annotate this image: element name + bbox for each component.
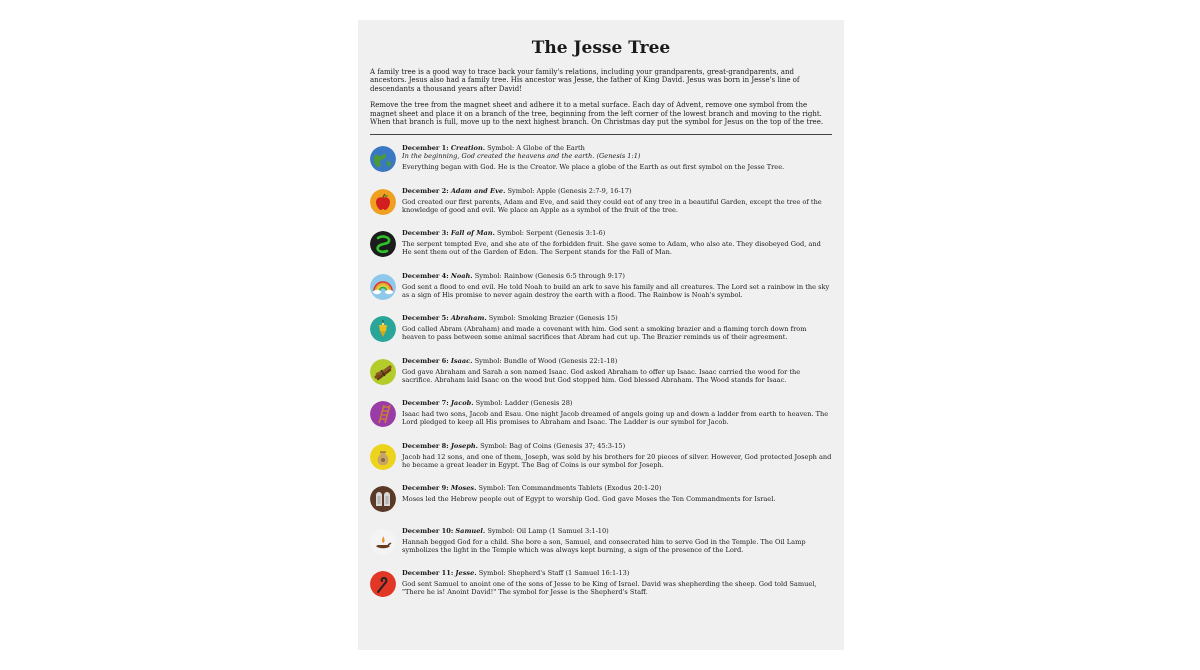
entry-name: Creation. — [450, 144, 486, 153]
intro-paragraph-2: Remove the tree from the magnet sheet and adhere it to a metal surface. Each day of Advent, remove one symbol from the magnet sheet and place it on a branch of the tree, beginning from the left corner of the lowest branch and moving to the right. When that branch is full, move up to the next highest branch. On Christmas day put the symbol for Jesus on the top of the tree. — [370, 101, 824, 127]
entry-december-11 — [370, 570, 832, 613]
entry-body — [402, 400, 832, 426]
entry-name: Joseph. — [450, 441, 478, 450]
entry-date: December 8: — [402, 441, 449, 450]
entry-december-1 — [370, 145, 832, 188]
entry-body — [402, 528, 832, 554]
entry-december-2 — [370, 188, 832, 231]
entry-december-4 — [370, 273, 832, 316]
entry-body — [402, 570, 832, 596]
entry-symbol: Symbol: Bag of Coins (Genesis 37; 45:3-15) — [480, 441, 626, 450]
entry-symbol: Symbol: Shepherd's Staff (1 Samuel 16:1-13) — [478, 569, 630, 578]
entry-symbol: Symbol: Ladder (Genesis 28) — [475, 399, 573, 408]
entry-verse: In the beginning, God created the heavens and the earth. (Genesis 1:1) — [402, 152, 641, 161]
entry-body — [402, 315, 832, 341]
rainbow-icon — [370, 274, 396, 300]
entry-text: Moses led the Hebrew people out of Egypt to worship God. God gave Moses the Ten Commandments for Israel. — [402, 495, 776, 504]
entry-heading — [402, 400, 832, 408]
ladder-icon — [370, 401, 396, 427]
coin-bag-icon — [370, 444, 396, 470]
entry-december-7 — [370, 400, 832, 443]
entry-symbol: Symbol: Apple (Genesis 2:7-9, 16-17) — [507, 186, 632, 195]
entry-december-6 — [370, 358, 832, 401]
entry-date: December 11: — [402, 569, 454, 578]
entry-name: Abraham. — [450, 314, 487, 323]
brazier-icon — [370, 316, 396, 342]
entry-body — [402, 230, 832, 256]
document-title: The Jesse Tree — [531, 38, 671, 58]
entry-text: God called Abram (Abraham) and made a covenant with him. God sent a smoking brazier and a flaming torch down from heaven to pass between some animal sacrifices that Abram had cut up. The Brazier reminds us of their agreement. — [402, 325, 807, 342]
entry-heading — [402, 528, 832, 536]
wood-bundle-icon — [370, 359, 396, 385]
entry-text: God gave Abraham and Sarah a son named Isaac. God asked Abraham to offer up Isaac. Isaac carried the wood for the sacrifice. Abraham laid Isaac on the wood but God stopped him. God blessed Abraham. The Wood stands for Isaac. — [402, 367, 801, 384]
entry-date: December 9: — [402, 484, 449, 493]
entry-december-5 — [370, 315, 832, 358]
entry-name: Moses. — [450, 484, 477, 493]
oil-lamp-icon — [370, 529, 396, 555]
entry-december-3 — [370, 230, 832, 273]
entry-date: December 3: — [402, 229, 449, 238]
entry-body — [402, 145, 832, 171]
shepherd-staff-icon — [370, 571, 396, 597]
entry-date: December 4: — [402, 271, 449, 280]
entry-symbol: Symbol: Serpent (Genesis 3:1-6) — [497, 229, 606, 238]
entry-heading — [402, 570, 832, 578]
entry-date: December 5: — [402, 314, 449, 323]
entry-symbol: Symbol: Ten Commandments Tablets (Exodus 20:1-20) — [478, 484, 662, 493]
entry-heading — [402, 443, 832, 451]
serpent-icon — [370, 231, 396, 257]
entry-symbol: Symbol: Bundle of Wood (Genesis 22:1-18) — [474, 356, 618, 365]
entry-name: Isaac. — [450, 356, 473, 365]
entry-text: The serpent tempted Eve, and she ate of the forbidden fruit. She gave some to Adam, who also ate. They disobeyed God, and He sent them out of the Garden of Eden. The Serpent stands for the Fall of Man. — [402, 240, 821, 257]
apple-icon — [370, 189, 396, 215]
entry-date: December 10: — [402, 526, 454, 535]
intro-paragraph-1: A family tree is a good way to trace back your family's relations, including your grandparents, great-grandparents, and ancestors. Jesus also had a family tree. His ancestor was Jesse, the father of King David. Jesus was born in Jesse's line of descendants a thousand years after David! — [370, 68, 800, 93]
entry-date: December 6: — [402, 356, 449, 365]
entry-body — [402, 273, 832, 299]
globe-icon — [370, 146, 396, 172]
entry-symbol: Symbol: Oil Lamp (1 Samuel 3:1-10) — [487, 526, 609, 535]
entry-body — [402, 188, 832, 214]
entry-symbol: Symbol: A Globe of the Earth — [487, 144, 585, 153]
entry-text: God created our first parents, Adam and Eve, and said they could eat of any tree in a beautiful Garden, except the tree of the knowledge of good and evil. We place an Apple as a symbol of the fruit of the tree. — [402, 197, 822, 214]
entry-heading — [402, 358, 832, 366]
entry-text: Everything began with God. He is the Creator. We place a globe of the Earth as out first symbol on the Jesse Tree. — [402, 163, 785, 172]
entry-heading — [402, 188, 832, 196]
entry-date: December 2: — [402, 186, 449, 195]
entry-name: Adam and Eve. — [450, 186, 506, 195]
entry-heading — [402, 485, 832, 493]
entry-text: God sent a flood to end evil. He told Noah to build an ark to save his family and all creatures. The Lord set a rainbow in the sky as a sign of His promise to never again destroy the earth with a flood. The Rainbow is Noah's symbol. — [402, 282, 830, 299]
entry-name: Fall of Man. — [450, 229, 495, 238]
entry-heading — [402, 315, 832, 323]
entry-december-8 — [370, 443, 832, 486]
entry-body — [402, 358, 832, 384]
entry-text: Isaac had two sons, Jacob and Esau. One night Jacob dreamed of angels going up and down a ladder from earth to heaven. The Lord pledged to keep all His promises to Abraham and Isaac. The Ladder is our symbol for Jacob. — [402, 410, 829, 427]
entry-date: December 1: — [402, 144, 449, 153]
entry-list — [370, 145, 832, 613]
divider — [370, 134, 832, 135]
entry-date: December 7: — [402, 399, 449, 408]
entry-december-10 — [370, 528, 832, 571]
entry-name: Noah. — [450, 271, 473, 280]
entry-december-9 — [370, 485, 832, 528]
tablets-icon — [370, 486, 396, 512]
entry-text: Jacob had 12 sons, and one of them, Joseph, was sold by his brothers for 20 pieces of silver. However, God protected Joseph and he became a great leader in Egypt. The Bag of Coins is our symbol for Joseph. — [402, 452, 832, 469]
entry-body — [402, 485, 832, 504]
entry-name: Jacob. — [450, 399, 474, 408]
entry-body — [402, 443, 832, 469]
entry-text: God sent Samuel to anoint one of the sons of Jesse to be King of Israel. David was shepherding the sheep. God told Samuel, "There he is! Anoint David!" The symbol for Jesse is the Shepherd's Staff. — [402, 580, 817, 597]
entry-name: Jesse. — [455, 569, 477, 578]
document-page — [358, 20, 844, 650]
entry-name: Samuel. — [455, 526, 486, 535]
entry-heading — [402, 230, 832, 238]
entry-text: Hannah begged God for a child. She bore a son, Samuel, and consecrated him to serve God in the Temple. The Oil Lamp symbolizes the light in the Temple which was always kept burning, a sign of the presence of the Lord. — [402, 537, 806, 554]
entry-symbol: Symbol: Rainbow (Genesis 6:5 through 9:17) — [474, 271, 625, 280]
entry-heading — [402, 273, 832, 281]
entry-symbol: Symbol: Smoking Brazier (Genesis 15) — [488, 314, 618, 323]
